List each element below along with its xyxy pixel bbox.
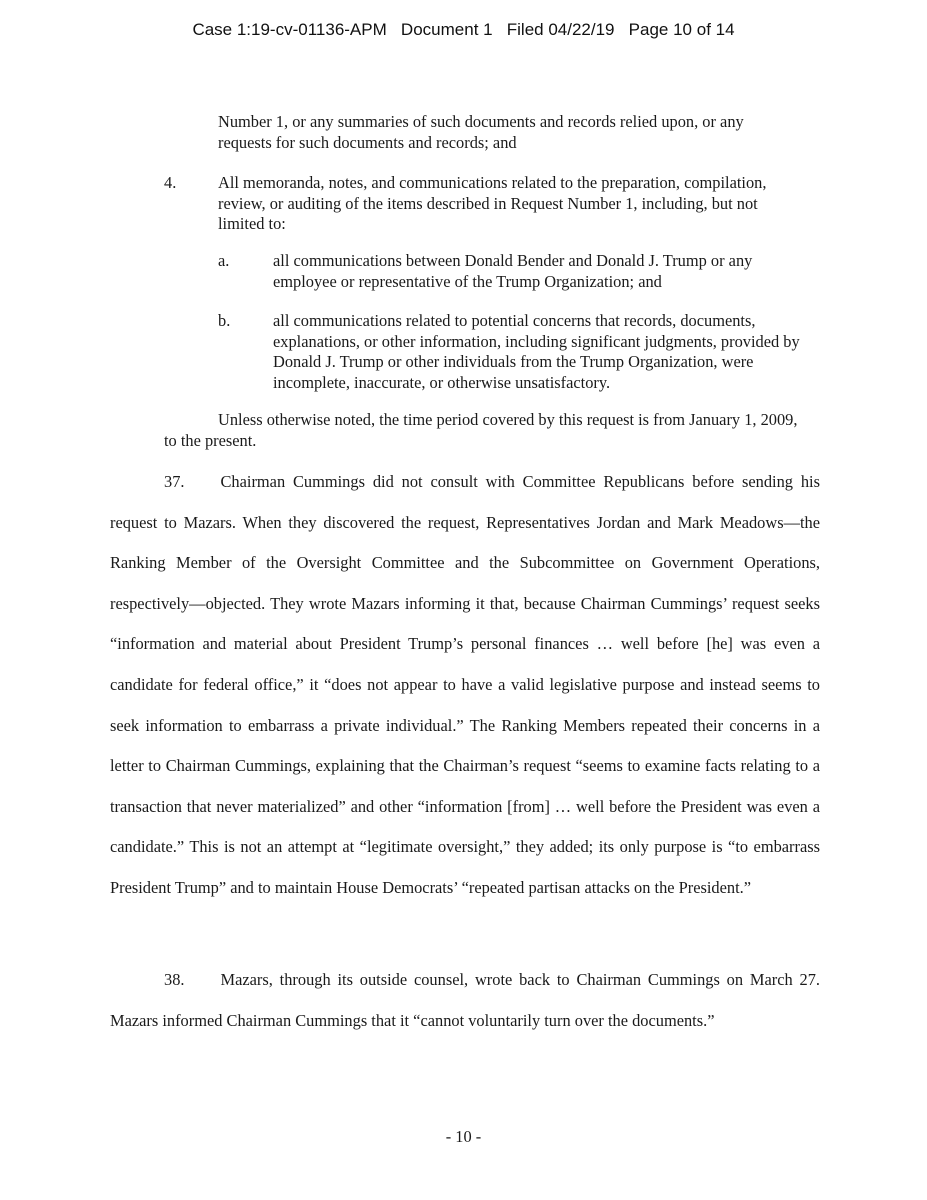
request-item-text: All memoranda, notes, and communications related to the preparation, compilation, review, or auditing of the items described in Request Number 1, including, but not limited to: xyxy=(218,173,767,233)
paragraph-37 xyxy=(110,462,820,909)
paragraph-number: 38. xyxy=(164,970,185,989)
paragraph-38 xyxy=(110,960,820,1041)
subitem-letter: a. xyxy=(218,251,230,270)
page-number: - 10 - xyxy=(445,1127,482,1146)
case-header xyxy=(0,20,927,40)
case-header-text: Case 1:19-cv-01136-APM Document 1 Filed 04/22/19 Page 10 of 14 xyxy=(192,20,735,39)
subitem-letter: b. xyxy=(218,311,231,330)
paragraph-text: Mazars, through its outside counsel, wrote back to Chairman Cummings on March 27. Mazars informed Chairman Cummings that it “cannot voluntarily turn over the documents.” xyxy=(110,970,820,1030)
paragraph-number: 37. xyxy=(164,472,185,491)
request-continuation: Number 1, or any summaries of such documents and records relied upon, or any requests for such documents and records; and xyxy=(218,112,744,152)
item-number: 4. xyxy=(164,173,177,192)
time-period-note: Unless otherwise noted, the time period covered by this request is from January 1, 2009, to the present. xyxy=(164,410,798,450)
paragraph-text: Chairman Cummings did not consult with Committee Republicans before sending his request to Mazars. When they discovered the request, Representatives Jordan and Mark Meadows—the Ranking Member of the Oversight Committee and the Subcommittee on Government Operations, respectively—objected. They wrote Mazars informing it that, because Chairman Cummings’ request seeks “information and material about President Trump’s personal finances … well before [he] was even a candidate for federal office,” it “does not appear to have a valid legislative purpose and instead seems to seek information to embarrass a private individual.” The Ranking Members repeated their concerns in a letter to Chairman Cummings, explaining that the Chairman’s request “seems to examine facts relating to a transaction that never materialized” and other “information [from] … well before the President was even a candidate.” This is not an attempt at “legitimate oversight,” they added; its only purpose is “to embarrass President Trump” and to maintain House Democrats’ “repeated partisan attacks on the President.” xyxy=(110,472,820,897)
subitem-text: all communications related to potential concerns that records, documents, explanations, or other information, including significant judgments, provided by Donald J. Trump or other individuals from the Trump Organization, were incomplete, inaccurate, or otherwise unsatisfactory. xyxy=(273,311,800,392)
subitem-text: all communications between Donald Bender and Donald J. Trump or any employee or representative of the Trump Organization; and xyxy=(273,251,753,291)
